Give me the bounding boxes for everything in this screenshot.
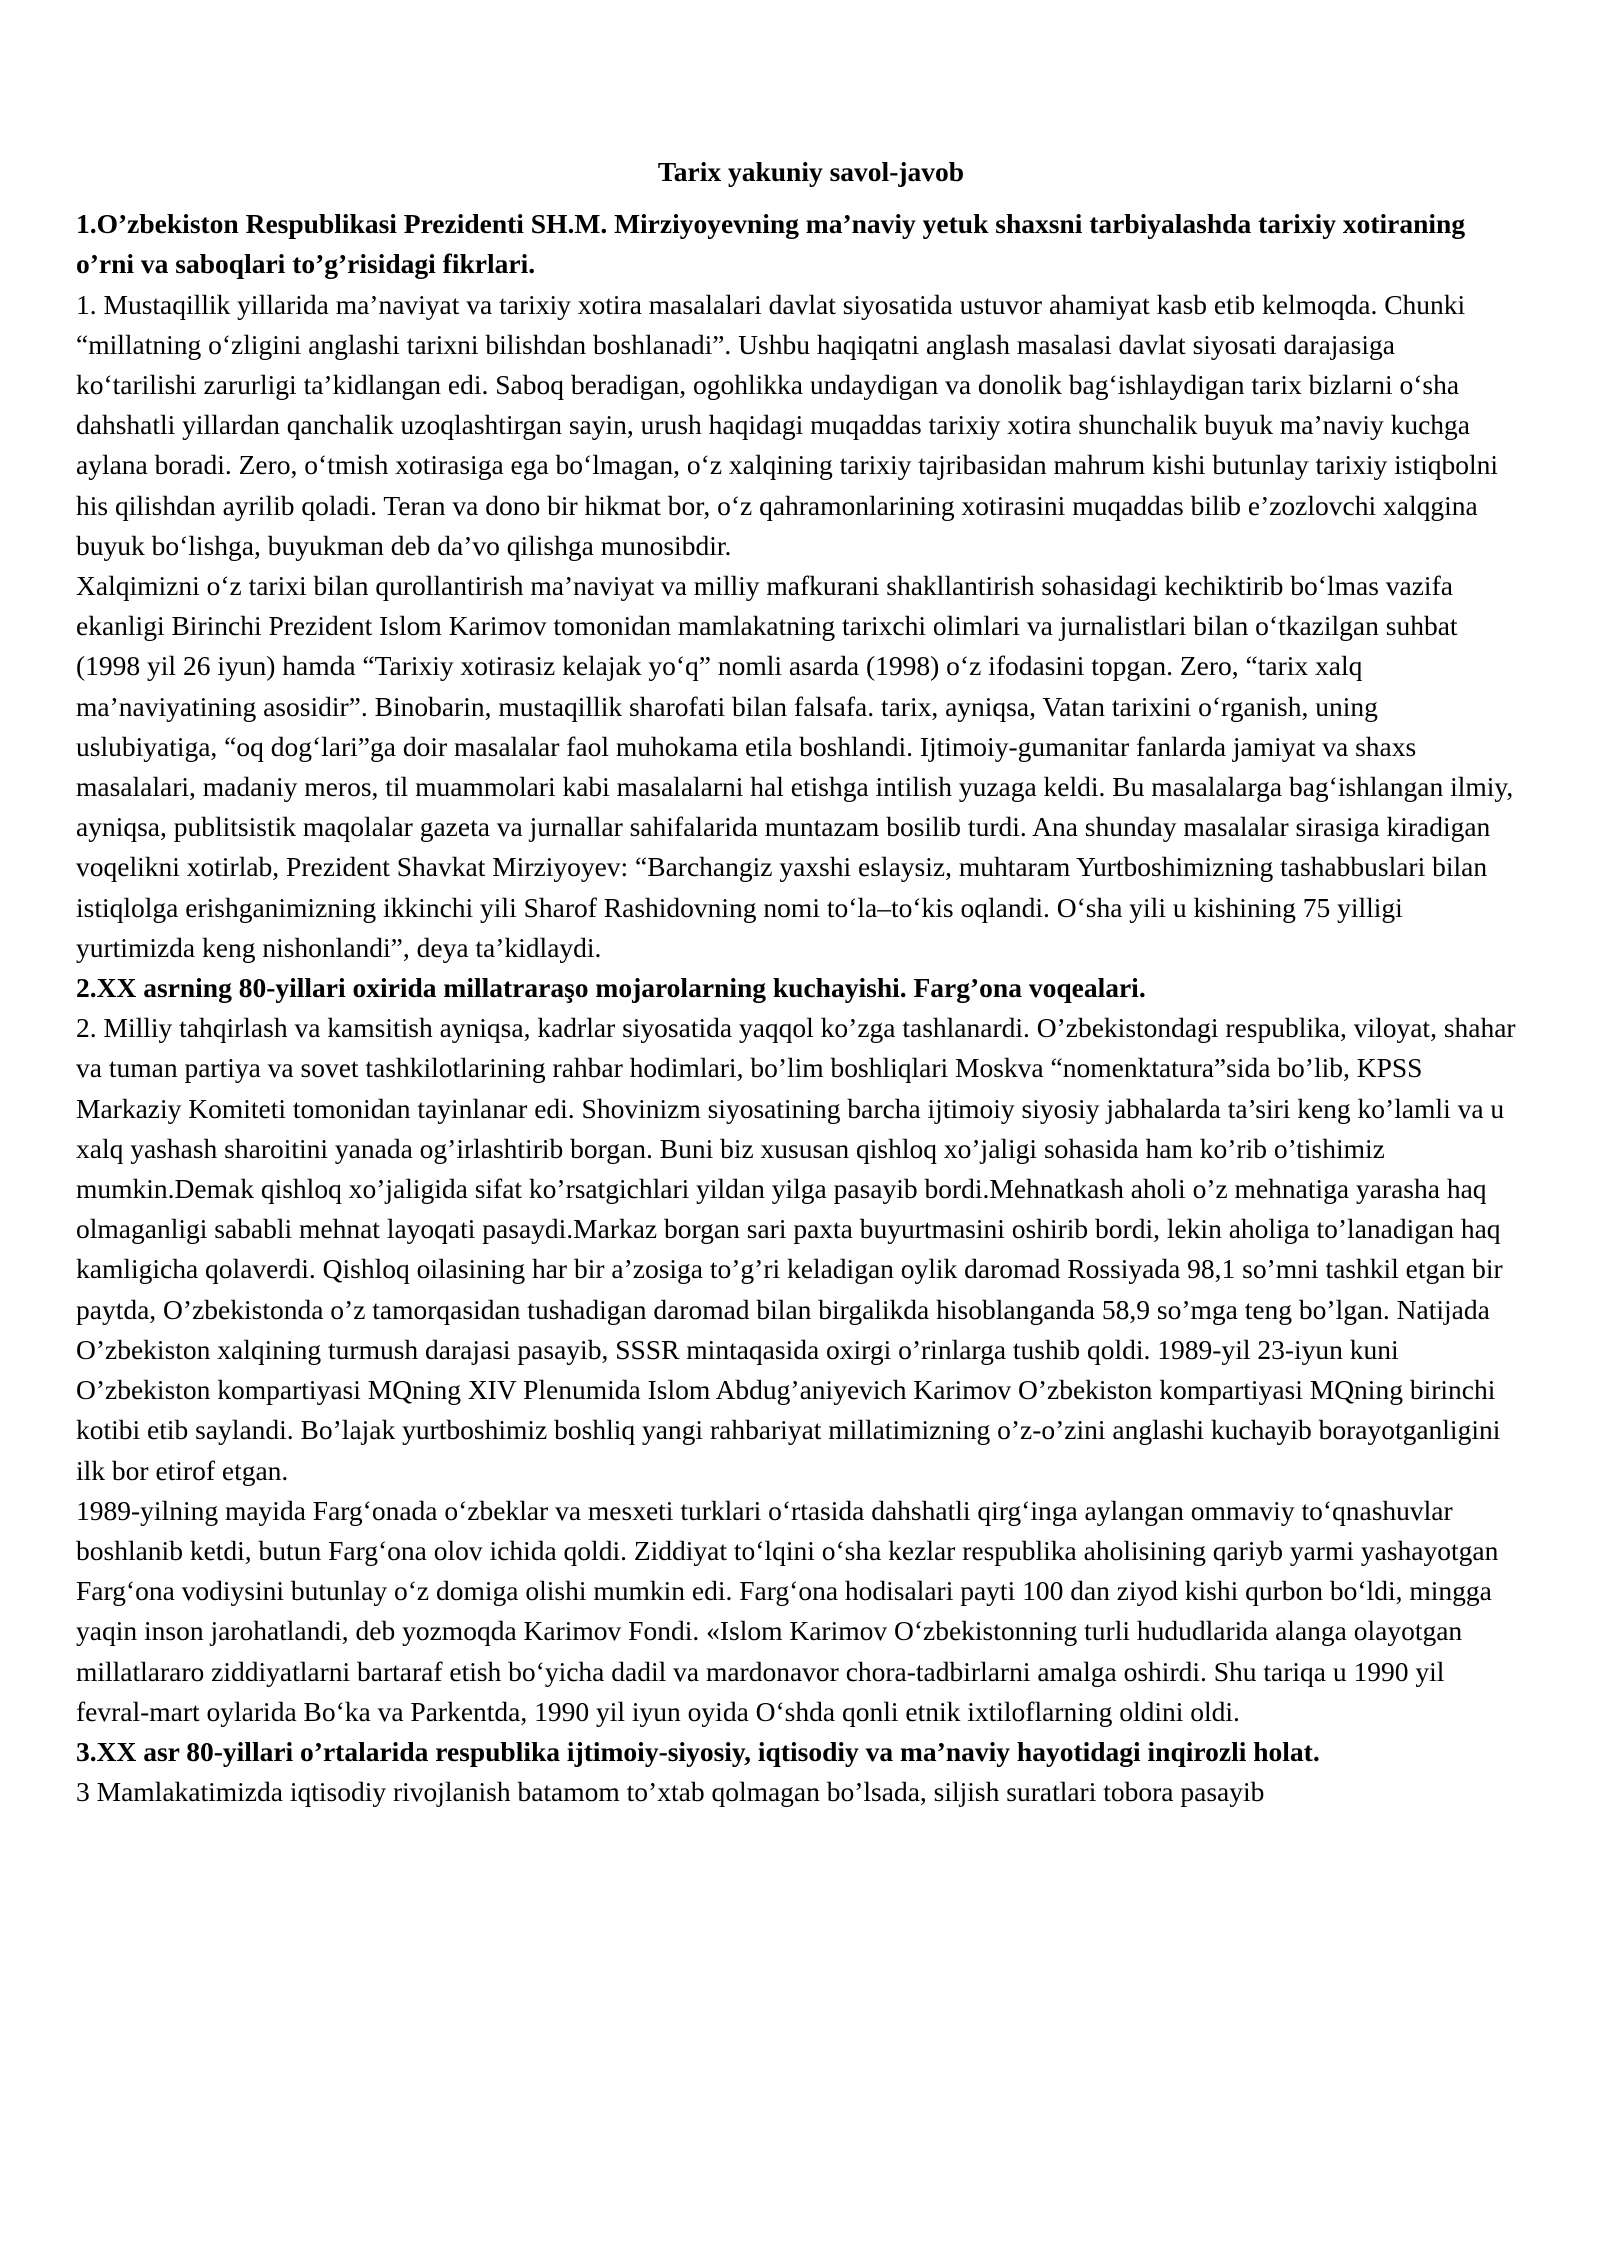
answer-paragraph: 1. Mustaqillik yillarida ma’naviyat va tarixiy xotira masalalari davlat siyosatida ustuvor ahamiyat kasb etib kelmoqda. Chunki “millatning o‘zligini anglashi tarixni bilishdan boshlanadi”. Ushbu haqiqatni anglash masalasi davlat siyosati darajasiga ko‘tarilishi zarurligi ta’kidlangan edi. Saboq beradigan, ogohlikka undaydigan va donolik bag‘ishlaydigan tarix bizlarni o‘sha dahshatli yillardan qanchalik uzoqlashtirgan sayin, urush haqidagi muqaddas tarixiy xotira shunchalik buyuk ma’naviy kuchga aylana boradi. Zero, o‘tmish xotirasiga ega bo‘lmagan, o‘z xalqining tarixiy tajribasidan mahrum kishi butunlay tarixiy istiqbolni his qilishdan ayrilib qoladi. Teran va dono bir hikmat bor, o‘z qahramonlarining xotirasini muqaddas bilib e’zozlovchi xalqgina buyuk bo‘lishga, buyukman deb da’vo qilishga munosibdir. (76, 288, 1499, 561)
document-title: Tarix yakuniy savol-javob (657, 156, 965, 187)
document-body (76, 152, 1516, 1812)
question-heading: 3.XX asr 80-yillari o’rtalarida respublika ijtimoiy-siyosiy, iqtisodiy va ma’naviy hayotidagi inqirozli holat. (76, 1735, 1320, 1767)
answer-paragraph: Xalqimizni o‘z tarixi bilan qurollantirish ma’naviyat va milliy mafkurani shakllantirish sohasidagi kechiktirib bo‘lmas vazifa ekanligi Birinchi Prezident Islom Karimov tomonidan mamlakatning tarixchi olimlari va jurnalistlari bilan o‘tkazilgan suhbat (1998 yil 26 iyun) hamda “Tarixiy xotirasiz kelajak yo‘q” nomli asarda (1998) o‘z ifodasini topgan. Zero, “tarix xalq ma’naviyatining asosidir”. Binobarin, mustaqillik sharofati bilan falsafa. tarix, ayniqsa, Vatan tarixini o‘rganish, uning uslubiyatiga, “oq dog‘lari”ga doir masalalar faol muhokama etila boshlandi. Ijtimoiy-gumanitar fanlarda jamiyat va shaxs masalalari, madaniy meros, til muammolari kabi masalalarni hal etishga intilish yuzaga keldi. Bu masalalarga bag‘ishlangan ilmiy, ayniqsa, publitsistik maqolalar gazeta va jurnallar sahifalarida muntazam bosilib turdi. Ana shunday masalalar sirasiga kiradigan voqelikni xotirlab, Prezident Shavkat Mirziyoyev: “Barchangiz yaxshi eslaysiz, muhtaram Yurtboshimizning tashabbuslari bilan istiqlolga erishganimizning ikkinchi yili Sharof Rashidovning nomi to‘la–to‘kis oqlandi. O‘sha yili u kishining 75 yilligi yurtimizda keng nishonlandi”, deya ta’kidlaydi. (76, 570, 1514, 963)
answer-paragraph: 2. Milliy tahqirlash va kamsitish ayniqsa, kadrlar siyosatida yaqqol ko’zga tashlanardi. O’zbekistondagi respublika, viloyat, shahar va tuman partiya va sovet tashkilotlarining rahbar hodimlari, bo’lim boshliqlari Moskva “nomenktatura”sida bo’lib, KPSS Markaziy Komiteti tomonidan tayinlanar edi. Shovinizm siyosatining barcha ijtimoiy siyosiy jabhalarda ta’siri keng ko’lamli va u xalq yashash sharoitini yanada og’irlashtirib borgan. Buni biz xususan qishloq xo’jaligi sohasida ham ko’rib o’tishimiz mumkin.Demak qishloq xo’jaligida sifat ko’rsatgichlari yildan yilga pasayib bordi.Mehnatkash aholi o’z mehnatiga yarasha haq olmaganligi sababli mehnat layoqati pasaydi.Markaz borgan sari paxta buyurtmasini oshirib bordi, lekin aholiga to’lanadigan haq kamligicha qolaverdi. Qishloq oilasining har bir a’zosiga to’g’ri keladigan oylik daromad Rossiyada 98,1 so’mni tashkil etgan bir paytda, O’zbekistonda o’z tamorqasidan tushadigan daromad bilan birgalikda hisoblanganda 58,9 so’mga teng bo’lgan. Natijada O’zbekiston xalqining turmush darajasi pasayib, SSSR mintaqasida oxirgi o’rinlarga tushib qoldi. 1989-yil 23-iyun kuni O’zbekiston kompartiyasi MQning XIV Plenumida Islom Abdug’aniyevich Karimov O’zbekiston kompartiyasi MQning birinchi kotibi etib saylandi. Bo’lajak yurtboshimiz boshliq yangi rahbariyat millatimizning o’z-o’zini anglashi kuchayib borayotganligini ilk bor etirof etgan. (76, 1012, 1516, 1486)
question-heading: 2.XX asrning 80-yillari oxirida millatraraşo mojarolarning kuchayishi. Farg’ona voqealari. (76, 972, 1146, 1004)
answer-paragraph: 1989-yilning mayida Farg‘onada o‘zbeklar va mesxeti turklari o‘rtasida dahshatli qirg‘inga aylangan ommaviy to‘qnashuvlar boshlanib ketdi, butun Farg‘ona olov ichida qoldi. Ziddiyat to‘lqini o‘sha kezlar respublika aholisining qariyb yarmi yashayotgan Farg‘ona vodiysini butunlay o‘z domiga olishi mumkin edi. Farg‘ona hodisalari payti 100 dan ziyod kishi qurbon bo‘ldi, mingga yaqin inson jarohatlandi, deb yozmoqda Karimov Fondi. «Islom Karimov O‘zbekistonning turli hududlarida alanga olayotgan millatlararo ziddiyatlarni bartaraf etish bo‘yicha dadil va mardonavor chora-tadbirlarni amalga oshirdi. Shu tariqa u 1990 yil fevral-mart oylarida Bo‘ka va Parkentda, 1990 yil iyun oyida O‘shda qonli etnik ixtiloflarning oldini oldi. (76, 1494, 1499, 1727)
question-heading: 1.O’zbekiston Respublikasi Prezidenti SH.M. Mirziyoyevning ma’naviy yetuk shaxsni tarbiyalashda tarixiy xotiraning o’rni va saboqlari to’g’risidagi fikrlari. (76, 208, 1466, 280)
answer-paragraph: 3 Mamlakatimizda iqtisodiy rivojlanish batamom to’xtab qolmagan bo’lsada, siljish suratlari tobora pasayib (76, 1776, 1265, 1808)
